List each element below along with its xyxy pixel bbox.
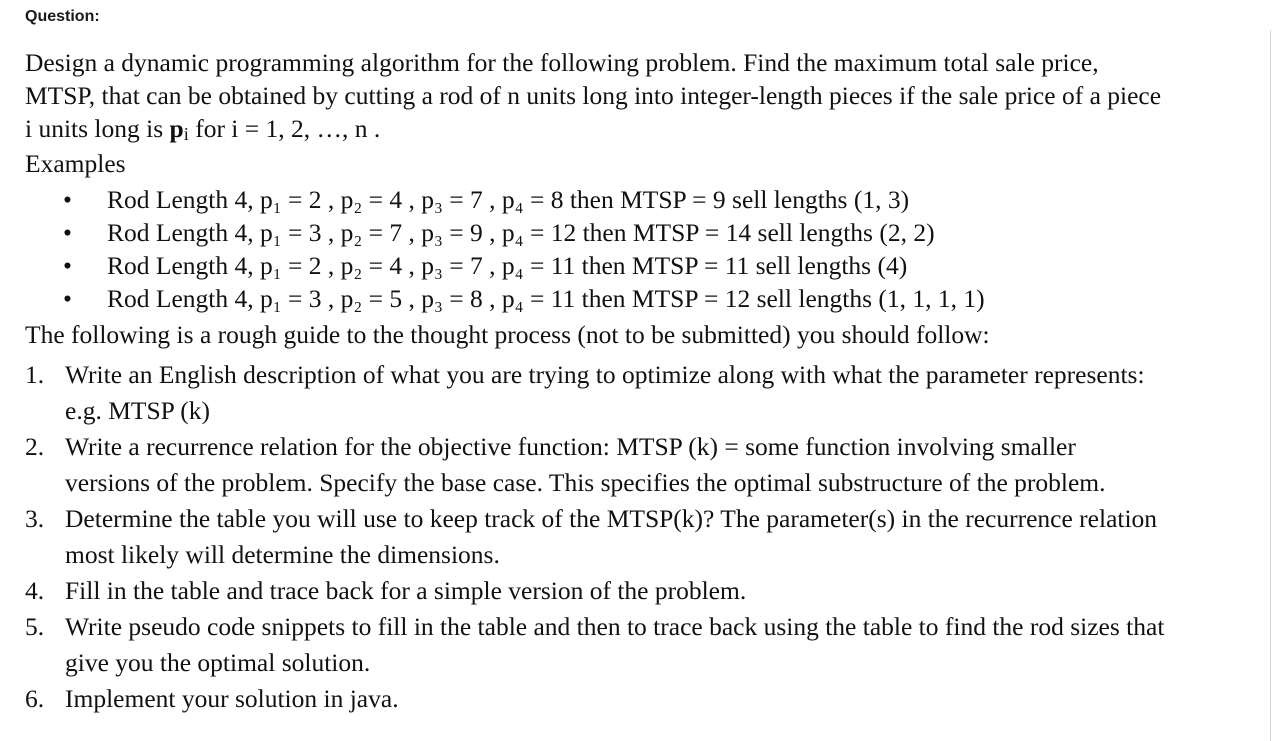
statement-line-3-end: for i = 1, 2, …, n . — [188, 114, 381, 143]
example-text: Rod Length 4, p₁ = 2 , p₂ = 4 , p₃ = 7 , p₄ = 11 then MTSP = 11 sell lengths (4) — [107, 251, 908, 280]
statement-line-2: MTSP, that can be obtained by cutting a rod of n units long into integer-length pieces if the sale price of a piece — [25, 81, 1162, 110]
step-number: 5. — [25, 612, 45, 641]
example-item — [25, 249, 1260, 282]
statement-line-1: Design a dynamic programming algorithm for the following problem. Find the maximum total sale price, — [25, 48, 1099, 77]
step-item — [25, 573, 1260, 609]
step-line: Write an English description of what you are trying to optimize along with what the parameter represents: — [65, 360, 1145, 389]
steps-list — [25, 357, 1260, 717]
step-number: 4. — [25, 576, 45, 605]
step-number: 1. — [25, 360, 45, 389]
step-item — [25, 609, 1260, 681]
question-label: Question: — [25, 8, 100, 25]
step-line: Write a recurrence relation for the objective function: MTSP (k) = some function involving smaller — [65, 432, 1076, 461]
statement-line-3 — [25, 112, 1260, 145]
step-line: give you the optimal solution. — [65, 648, 371, 677]
bullet-icon: • — [63, 251, 72, 280]
step-line: versions of the problem. Specify the base case. This specifies the optimal substructure of the problem. — [65, 468, 1106, 497]
step-line: Write pseudo code snippets to fill in the table and then to trace back using the table to find the rod sizes that — [65, 612, 1165, 641]
statement-line-3-start: i units long is — [25, 114, 170, 143]
step-item — [25, 681, 1260, 717]
step-number: 6. — [25, 684, 45, 713]
step-item — [25, 501, 1260, 573]
example-item — [25, 216, 1260, 249]
example-item — [25, 183, 1260, 216]
price-symbol: p — [169, 114, 184, 143]
example-item — [25, 282, 1260, 315]
example-text: Rod Length 4, p₁ = 3 , p₂ = 5 , p₃ = 8 , p₄ = 11 then MTSP = 12 sell lengths (1, 1, 1, 1) — [107, 284, 985, 313]
bullet-icon: • — [63, 185, 72, 214]
step-line: Implement your solution in java. — [65, 684, 399, 713]
step-line: Determine the table you will use to keep track of the MTSP(k)? The parameter(s) in the recurrence relation — [65, 504, 1158, 533]
example-text: Rod Length 4, p₁ = 3 , p₂ = 7 , p₃ = 9 , p₄ = 12 then MTSP = 14 sell lengths (2, 2) — [107, 218, 935, 247]
step-item — [25, 357, 1260, 429]
step-line: e.g. MTSP (k) — [65, 396, 210, 425]
problem-statement — [25, 46, 1260, 145]
price-subscript: i — [183, 123, 189, 144]
step-number: 3. — [25, 504, 45, 533]
examples-heading: Examples — [25, 149, 126, 178]
bullet-icon: • — [63, 218, 72, 247]
step-number: 2. — [25, 432, 45, 461]
step-line: Fill in the table and trace back for a simple version of the problem. — [65, 576, 747, 605]
guide-intro: The following is a rough guide to the thought process (not to be submitted) you should follow: — [25, 320, 990, 349]
step-item — [25, 429, 1260, 501]
bullet-icon: • — [63, 284, 72, 313]
examples-list — [25, 183, 1260, 315]
right-border — [1270, 30, 1271, 741]
question-body — [25, 46, 1260, 717]
example-text: Rod Length 4, p₁ = 2 , p₂ = 4 , p₃ = 7 , p₄ = 8 then MTSP = 9 sell lengths (1, 3) — [107, 185, 910, 214]
step-line: most likely will determine the dimensions. — [65, 540, 500, 569]
